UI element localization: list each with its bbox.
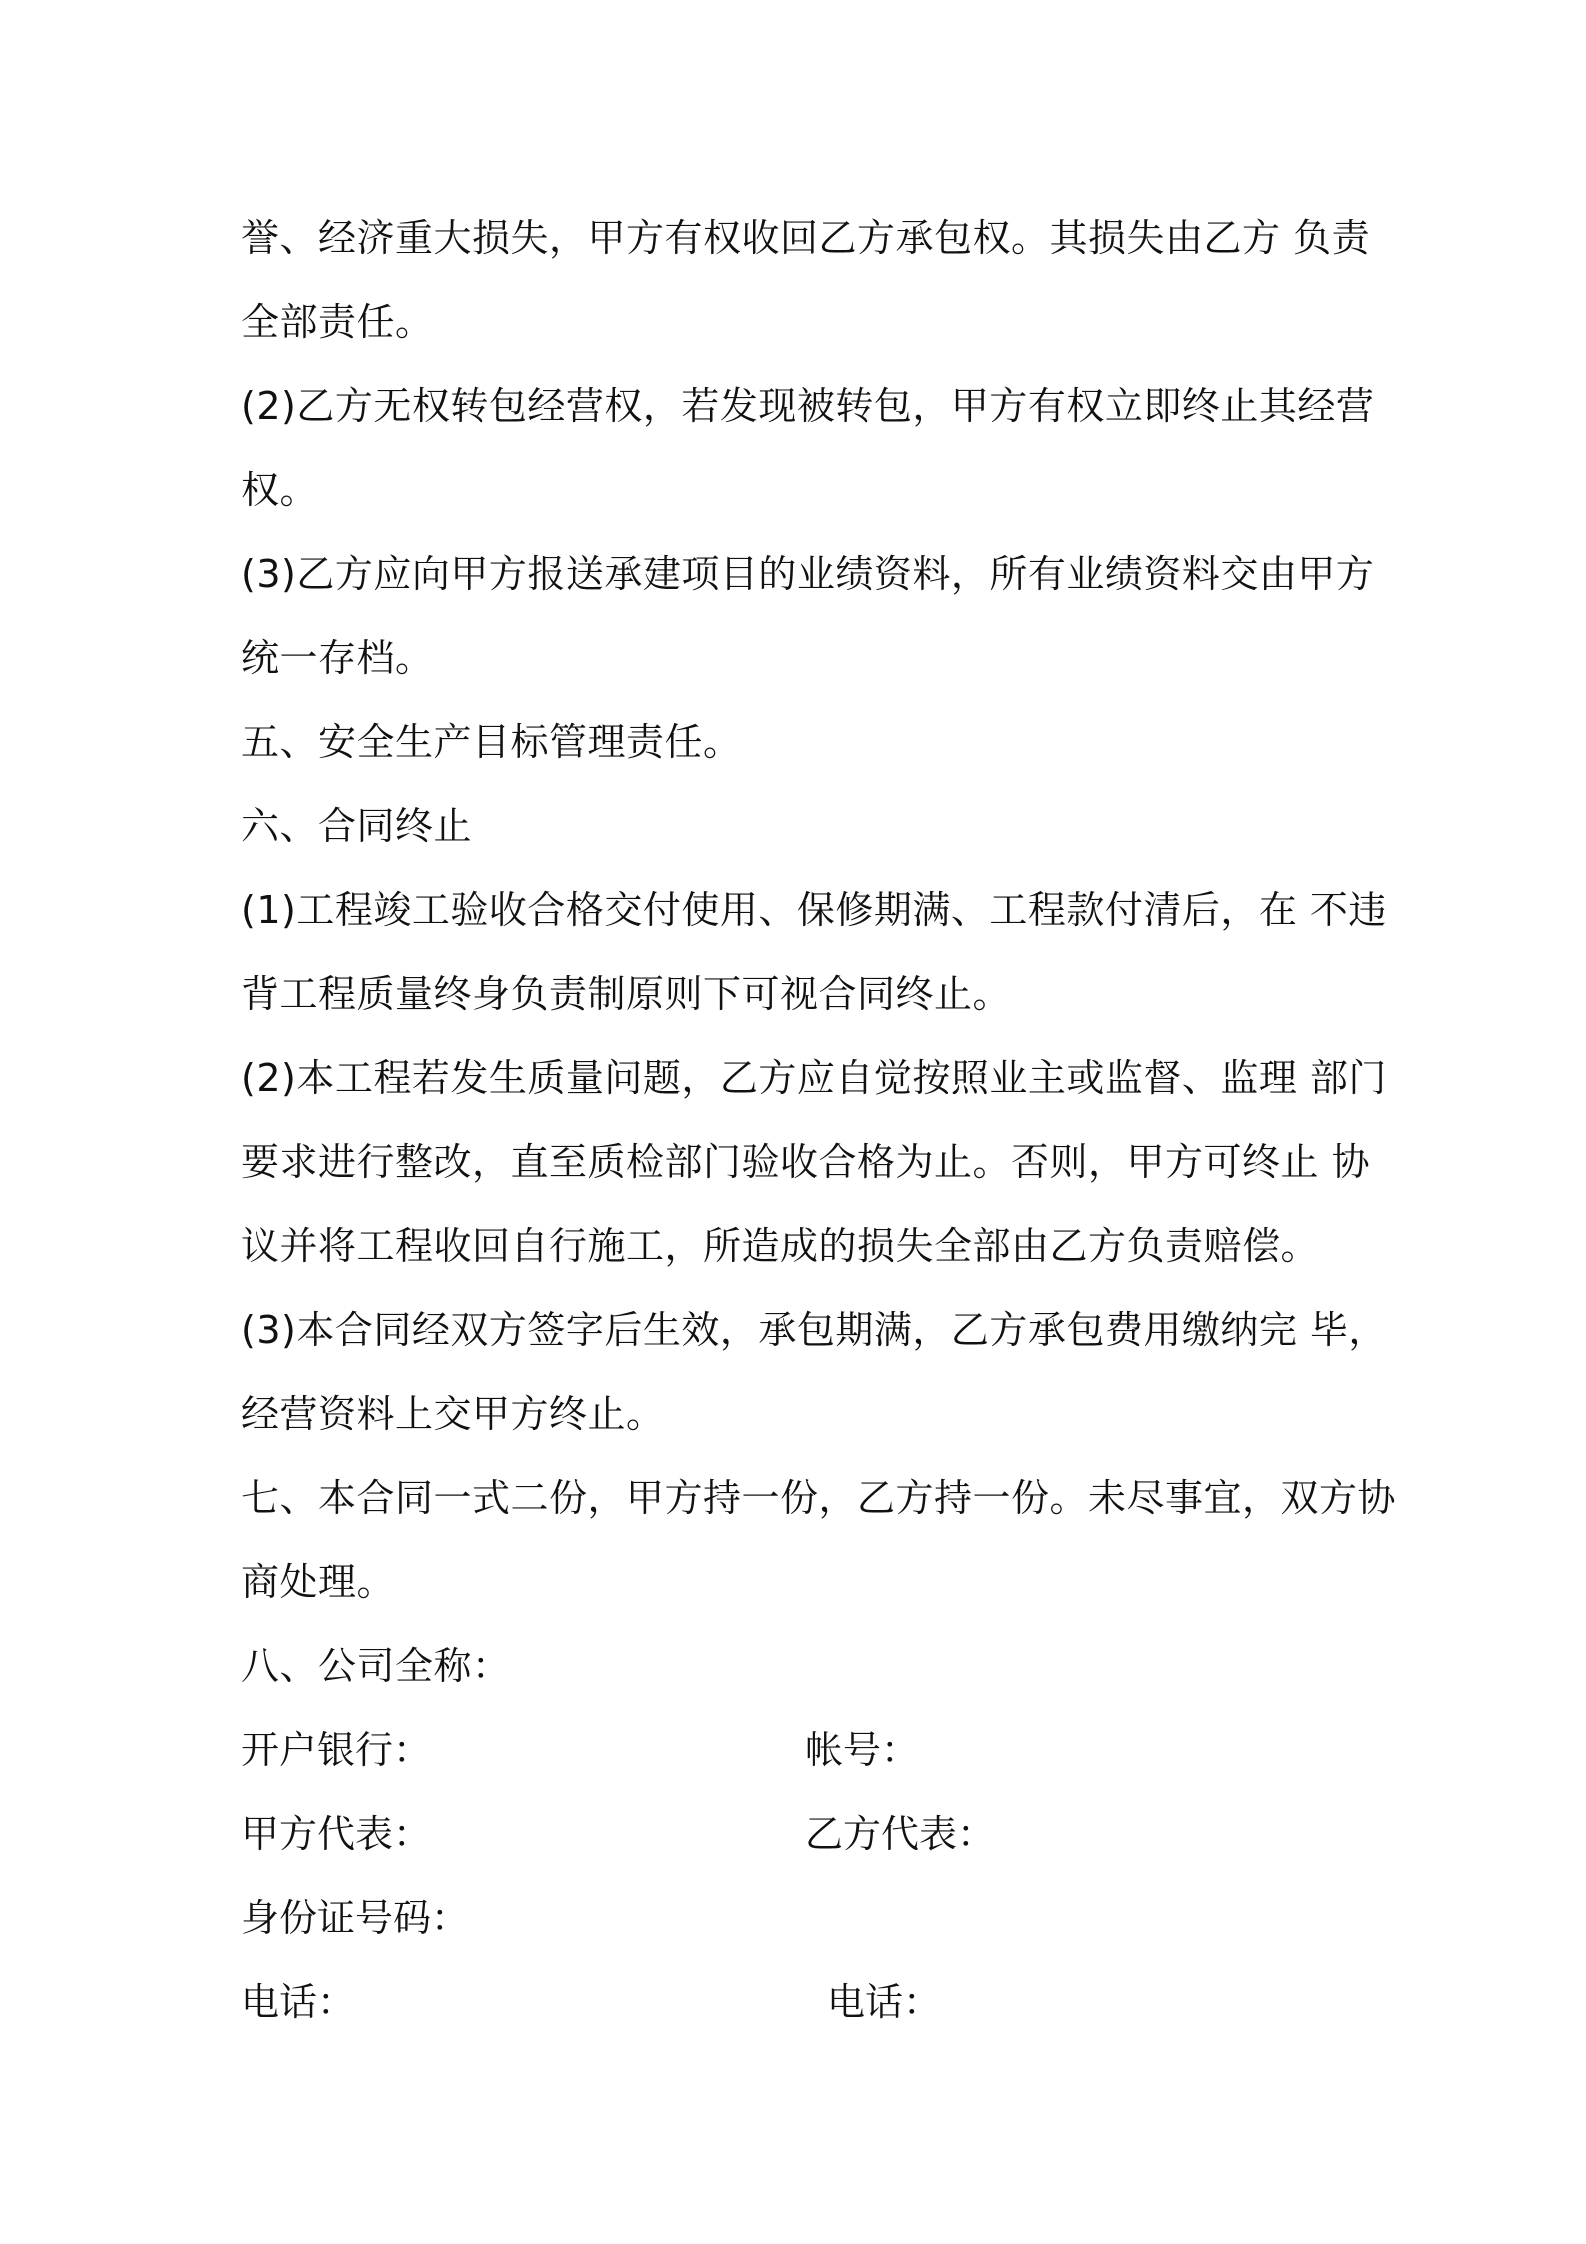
paragraph-line: (1)工程竣工验收合格交付使用、保修期满、工程款付清后，在 不违: [241, 888, 1387, 932]
paragraph-line: (2)本工程若发生质量问题，乙方应自觉按照业主或监督、监理 部门: [241, 1056, 1387, 1100]
paragraph-line: 经营资料上交甲方终止。: [241, 1392, 665, 1436]
id-number-label: 身份证号码：: [241, 1896, 470, 1940]
bank-account-row: [241, 1708, 1356, 1792]
phone-row: [241, 1960, 1356, 2044]
paragraph-line: 权。: [241, 468, 319, 512]
section-heading: 五、安全生产目标管理责任。: [241, 720, 742, 764]
representatives-row: [241, 1792, 1356, 1876]
paragraph-line: 议并将工程收回自行施工，所造成的损失全部由乙方负责赔偿。: [241, 1224, 1320, 1268]
paragraph-line: 誉、经济重大损失，甲方有权收回乙方承包权。其损失由乙方 负责: [241, 216, 1371, 260]
party-b-phone-label: 电话：: [827, 1980, 942, 2024]
paragraph-line: (3)乙方应向甲方报送承建项目的业绩资料，所有业绩资料交由甲方: [241, 552, 1375, 596]
party-b-representative-label: 乙方代表：: [805, 1812, 996, 1856]
paragraph-line: 背工程质量终身负责制原则下可视合同终止。: [241, 972, 1012, 1016]
paragraph-line: 商处理。: [241, 1560, 396, 1604]
account-label: 帐号：: [805, 1728, 920, 1772]
bank-label: 开户银行：: [241, 1728, 432, 1772]
paragraph-line: 要求进行整改，直至质检部门验收合格为止。否则，甲方可终止 协: [241, 1140, 1371, 1184]
document-body: [241, 196, 1397, 2044]
paragraph-line: 七、本合同一式二份，甲方持一份，乙方持一份。未尽事宜，双方协: [241, 1476, 1397, 1520]
paragraph-line: 统一存档。: [241, 636, 434, 680]
party-a-representative-label: 甲方代表：: [241, 1812, 432, 1856]
section-heading: 六、合同终止: [241, 804, 473, 848]
company-name-label: 八、公司全称：: [241, 1644, 511, 1688]
paragraph-line: (3)本合同经双方签字后生效，承包期满，乙方承包费用缴纳完 毕，: [241, 1308, 1387, 1352]
party-a-phone-label: 电话：: [241, 1980, 356, 2024]
paragraph-line: (2)乙方无权转包经营权，若发现被转包，甲方有权立即终止其经营: [241, 384, 1375, 428]
id-number-row: [241, 1876, 1356, 1960]
paragraph-line: 全部责任。: [241, 300, 434, 344]
